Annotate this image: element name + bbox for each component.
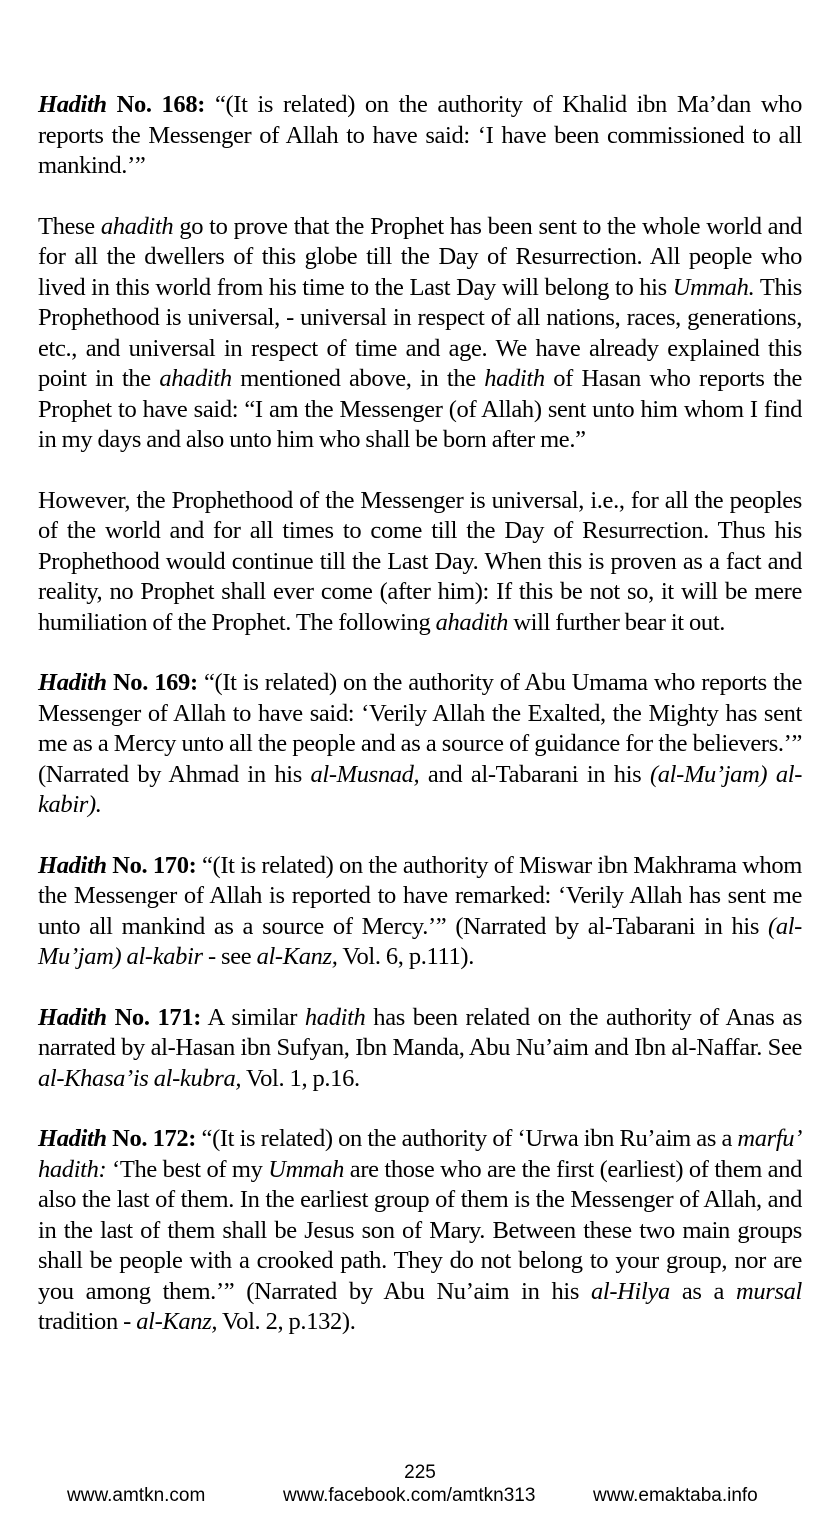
paragraph-hadith-172	[38, 1124, 802, 1338]
page-body	[38, 90, 802, 1368]
paragraph-text: “(It is related) on the authority of Miswar ibn Makhrama whom the Messenger of Allah is reported to have remarked: ‘Verily Allah has sent me unto all mankind as a source of Mercy.’” (Narrated by al-Tabarani in his	[38, 851, 802, 940]
paragraph-text: This Prophethood is universal, - universal in respect of all nations, races, generations, etc., and universal in respect of time and age. We have already explained this point in the	[38, 273, 802, 392]
hadith-label: Hadith	[38, 1125, 107, 1152]
paragraph-text: Vol. 1, p.16.	[241, 1064, 360, 1092]
paragraph-text: ‘The best of my	[106, 1155, 269, 1183]
paragraph-text: has been related on the authority of Anas as narrated by al-Hasan ibn Sufyan, Ibn Manda, Abu Nu’aim and Ibn al-Naffar. See	[38, 1003, 803, 1061]
italic-term: hadith	[304, 1003, 366, 1031]
italic-term: ahadith	[100, 212, 174, 240]
paragraph-text: - see	[202, 943, 257, 970]
paragraph-text: tradition -	[38, 1308, 137, 1335]
paragraph-text: Vol. 2, p.132).	[217, 1308, 356, 1335]
italic-term: al-Hilya	[591, 1277, 670, 1305]
hadith-label: Hadith	[38, 669, 107, 696]
paragraph-text: mentioned above, in the	[231, 365, 485, 392]
paragraph-text: will further bear it out.	[508, 608, 726, 636]
italic-term: al-Kanz,	[256, 943, 338, 970]
italic-term: (al-Mu’jam) al-kabir	[38, 912, 802, 970]
paragraph-text: “(It is related) on the authority of Khalid ibn Ma’dan who reports the Messenger of Allah to have said: ‘I have been commissioned to all mankind.’”	[38, 91, 802, 179]
paragraph-text: are those who are the first (earliest) of them and also the last of them. In the earliest group of them is the Messenger of Allah, and in the last of them shall be Jesus son of Mary. Between these two main groups shall be people with a crooked path. They do not belong to your group, nor are you among them.’” (Narrated by Abu Nu’aim in his	[38, 1155, 802, 1305]
italic-term: mursal	[736, 1277, 803, 1305]
footer-link-amtkn[interactable]: www.amtkn.com	[67, 1485, 206, 1506]
paragraph-text: “(It is related) on the authority of Abu Umama who reports the Messenger of Allah to have said: ‘Verily Allah the Exalted, the Mighty has sent me as a Mercy unto all the people and as a source of guidance for the believers.’” (Narrated by Ahmad in his	[38, 669, 802, 788]
paragraph-text: as a	[669, 1277, 737, 1305]
hadith-label: Hadith	[38, 851, 107, 879]
paragraph-hadith-170	[38, 851, 802, 973]
hadith-number: No. 172:	[112, 1125, 197, 1152]
paragraph-hadith-171	[38, 1003, 802, 1095]
page-footer	[0, 1462, 840, 1510]
italic-term: al-Kanz,	[136, 1308, 218, 1335]
footer-link-emaktaba[interactable]: www.emaktaba.info	[593, 1485, 758, 1506]
italic-term: ahadith	[159, 365, 232, 392]
hadith-label: Hadith	[38, 1003, 107, 1031]
italic-term: hadith	[484, 365, 545, 392]
hadith-number: No. 169:	[112, 669, 198, 696]
paragraph-text: and al-Tabarani in his	[419, 760, 650, 788]
italic-term: al-Khasa’is al-kubra,	[38, 1064, 242, 1092]
paragraph-text: go to prove that the Prophet has been sent to the whole world and for all the dwellers of this globe till the Day of Resurrection. All people who lived in this world from his time to the Last Day will belong to his	[38, 212, 802, 301]
paragraph-commentary-1	[38, 212, 802, 456]
paragraph-commentary-2	[38, 486, 802, 639]
paragraph-text: of Hasan who reports the Prophet to have said: “I am the Messenger (of Allah) sent unto him whom I find in my days and also unto him who shall be born after me.”	[38, 365, 802, 453]
paragraph-text: Vol. 6, p.111).	[337, 943, 474, 970]
italic-term: ahadith	[435, 608, 509, 636]
footer-link-facebook[interactable]: www.facebook.com/amtkn313	[283, 1485, 536, 1506]
italic-term: (al-Mu’jam) al-kabir).	[38, 760, 803, 818]
italic-term: Ummah.	[672, 273, 755, 301]
italic-term: al-Musnad,	[310, 760, 420, 788]
paragraph-hadith-169	[38, 668, 802, 821]
hadith-number: No. 168:	[116, 91, 206, 118]
footer-links	[0, 1484, 840, 1510]
page-number: 225	[404, 1462, 436, 1483]
italic-term: marfu’ hadith:	[38, 1125, 802, 1183]
paragraph-text: A similar	[201, 1003, 305, 1031]
paragraph-hadith-168	[38, 90, 802, 182]
hadith-number: No. 171:	[114, 1003, 202, 1031]
hadith-number: No. 170:	[112, 851, 197, 879]
paragraph-text: However, the Prophethood of the Messenger is universal, i.e., for all the peoples of the world and for all times to come till the Day of Resurrection. Thus his Prophethood would continue till the Last Day. When this is proven as a fact and reality, no Prophet shall ever come (after him): If this be not so, it will be mere humiliation of the Prophet. The following	[38, 486, 802, 636]
italic-term: Ummah	[268, 1155, 345, 1183]
paragraph-text: These	[38, 212, 101, 240]
hadith-label: Hadith	[38, 91, 107, 118]
paragraph-text: “(It is related) on the authority of ‘Urwa ibn Ru’aim as a	[196, 1125, 738, 1152]
